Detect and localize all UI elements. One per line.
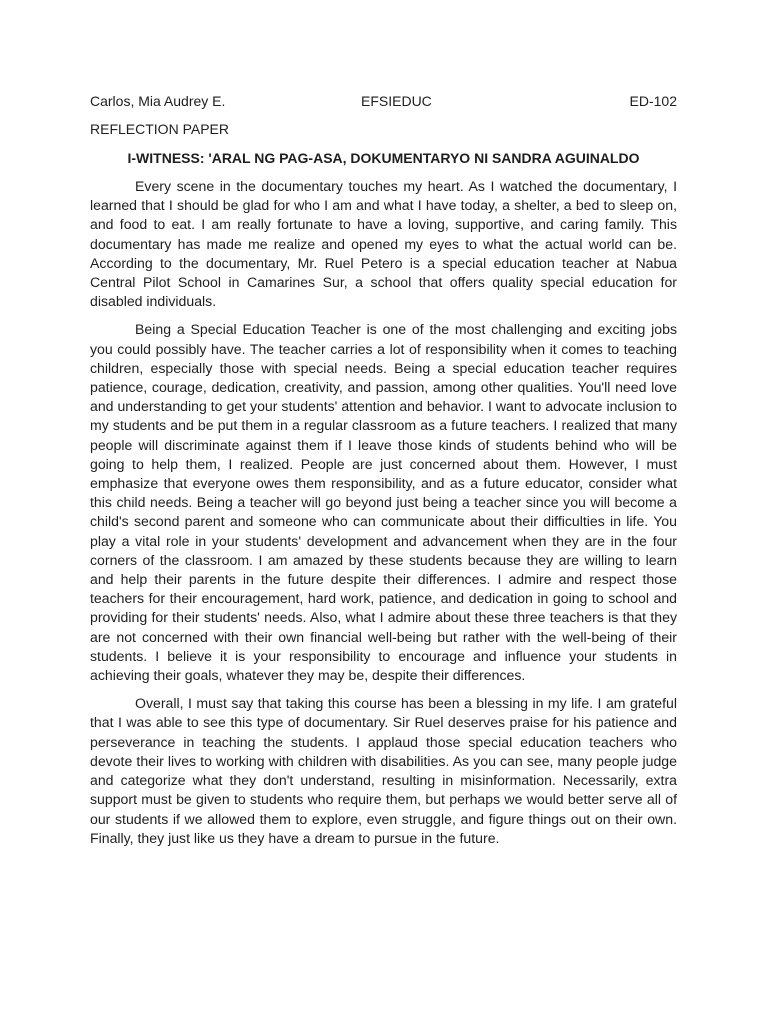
document-title: I-WITNESS: 'ARAL NG PAG-ASA, DOKUMENTARYO NI SANDRA AGUINALDO [127,150,640,166]
paper-type-label: REFLECTION PAPER [90,121,229,137]
paragraph-3: Overall, I must say that taking this course has been a blessing in my life. I am grateful that I was able to see this type of documentary. Sir Ruel deserves praise for his patience and perseverance in teaching the students. I applaud those special education teachers who devote their lives to working with children with disabilities. As you can see, many people judge and categorize what they don't understand, resulting in misinformation. Necessarily, extra support must be given to students who require them, but perhaps we would better serve all of our students if we allowed them to explore, even struggle, and figure things out on their own. Finally, they just like us they have a dream to pursue in the future. [90,695,677,846]
student-name: Carlos, Mia Audrey E. [90,93,226,109]
course-code: EFSIEDUC [361,93,432,109]
document-body [90,177,677,857]
class-code: ED-102 [629,93,677,109]
document-header [90,91,677,111]
paragraph-1: Every scene in the documentary touches my heart. As I watched the documentary, I learned that I should be glad for who I am and what I have today, a shelter, a bed to sleep on, and food to eat. I am really fortunate to have a loving, supportive, and caring family. This documentary has made me realize and opened my eyes to what the actual world can be. According to the documentary, Mr. Ruel Petero is a special education teacher at Nabua Central Pilot School in Camarines Sur, a school that offers quality special education for disabled individuals. [90,178,677,310]
paragraph-2: Being a Special Education Teacher is one of the most challenging and exciting jobs you could possibly have. The teacher carries a lot of responsibility when it comes to teaching children, especially those with special needs. Being a special education teacher requires patience, courage, dedication, creativity, and passion, among other qualities. You'll need love and understanding to get your students' attention and behavior. I want to advocate inclusion to my students and be put them in a regular classroom as a future teachers. I realized that many people will discriminate against them if I leave those kinds of students behind who will be going to help them, I realized. People are just concerned about them. However, I must emphasize that everyone owes them responsibility, and as a future educator, consider what this child needs. Being a teacher will go beyond just being a teacher since you will become a child's second parent and someone who can communicate about their difficulties in life. You play a vital role in your students' development and advancement when they are in the four corners of the classroom. I am amazed by these students because they are willing to learn and help their parents in the future despite their differences. I admire and respect those teachers for their encouragement, hard work, patience, and dedication in going to school and providing for their students' needs. Also, what I admire about these three teachers is that they are not concerned with their own financial well-being but rather with the well-being of their students. I believe it is your responsibility to encourage and influence your students in achieving their goals, whatever they may be, despite their differences. [90,321,677,684]
